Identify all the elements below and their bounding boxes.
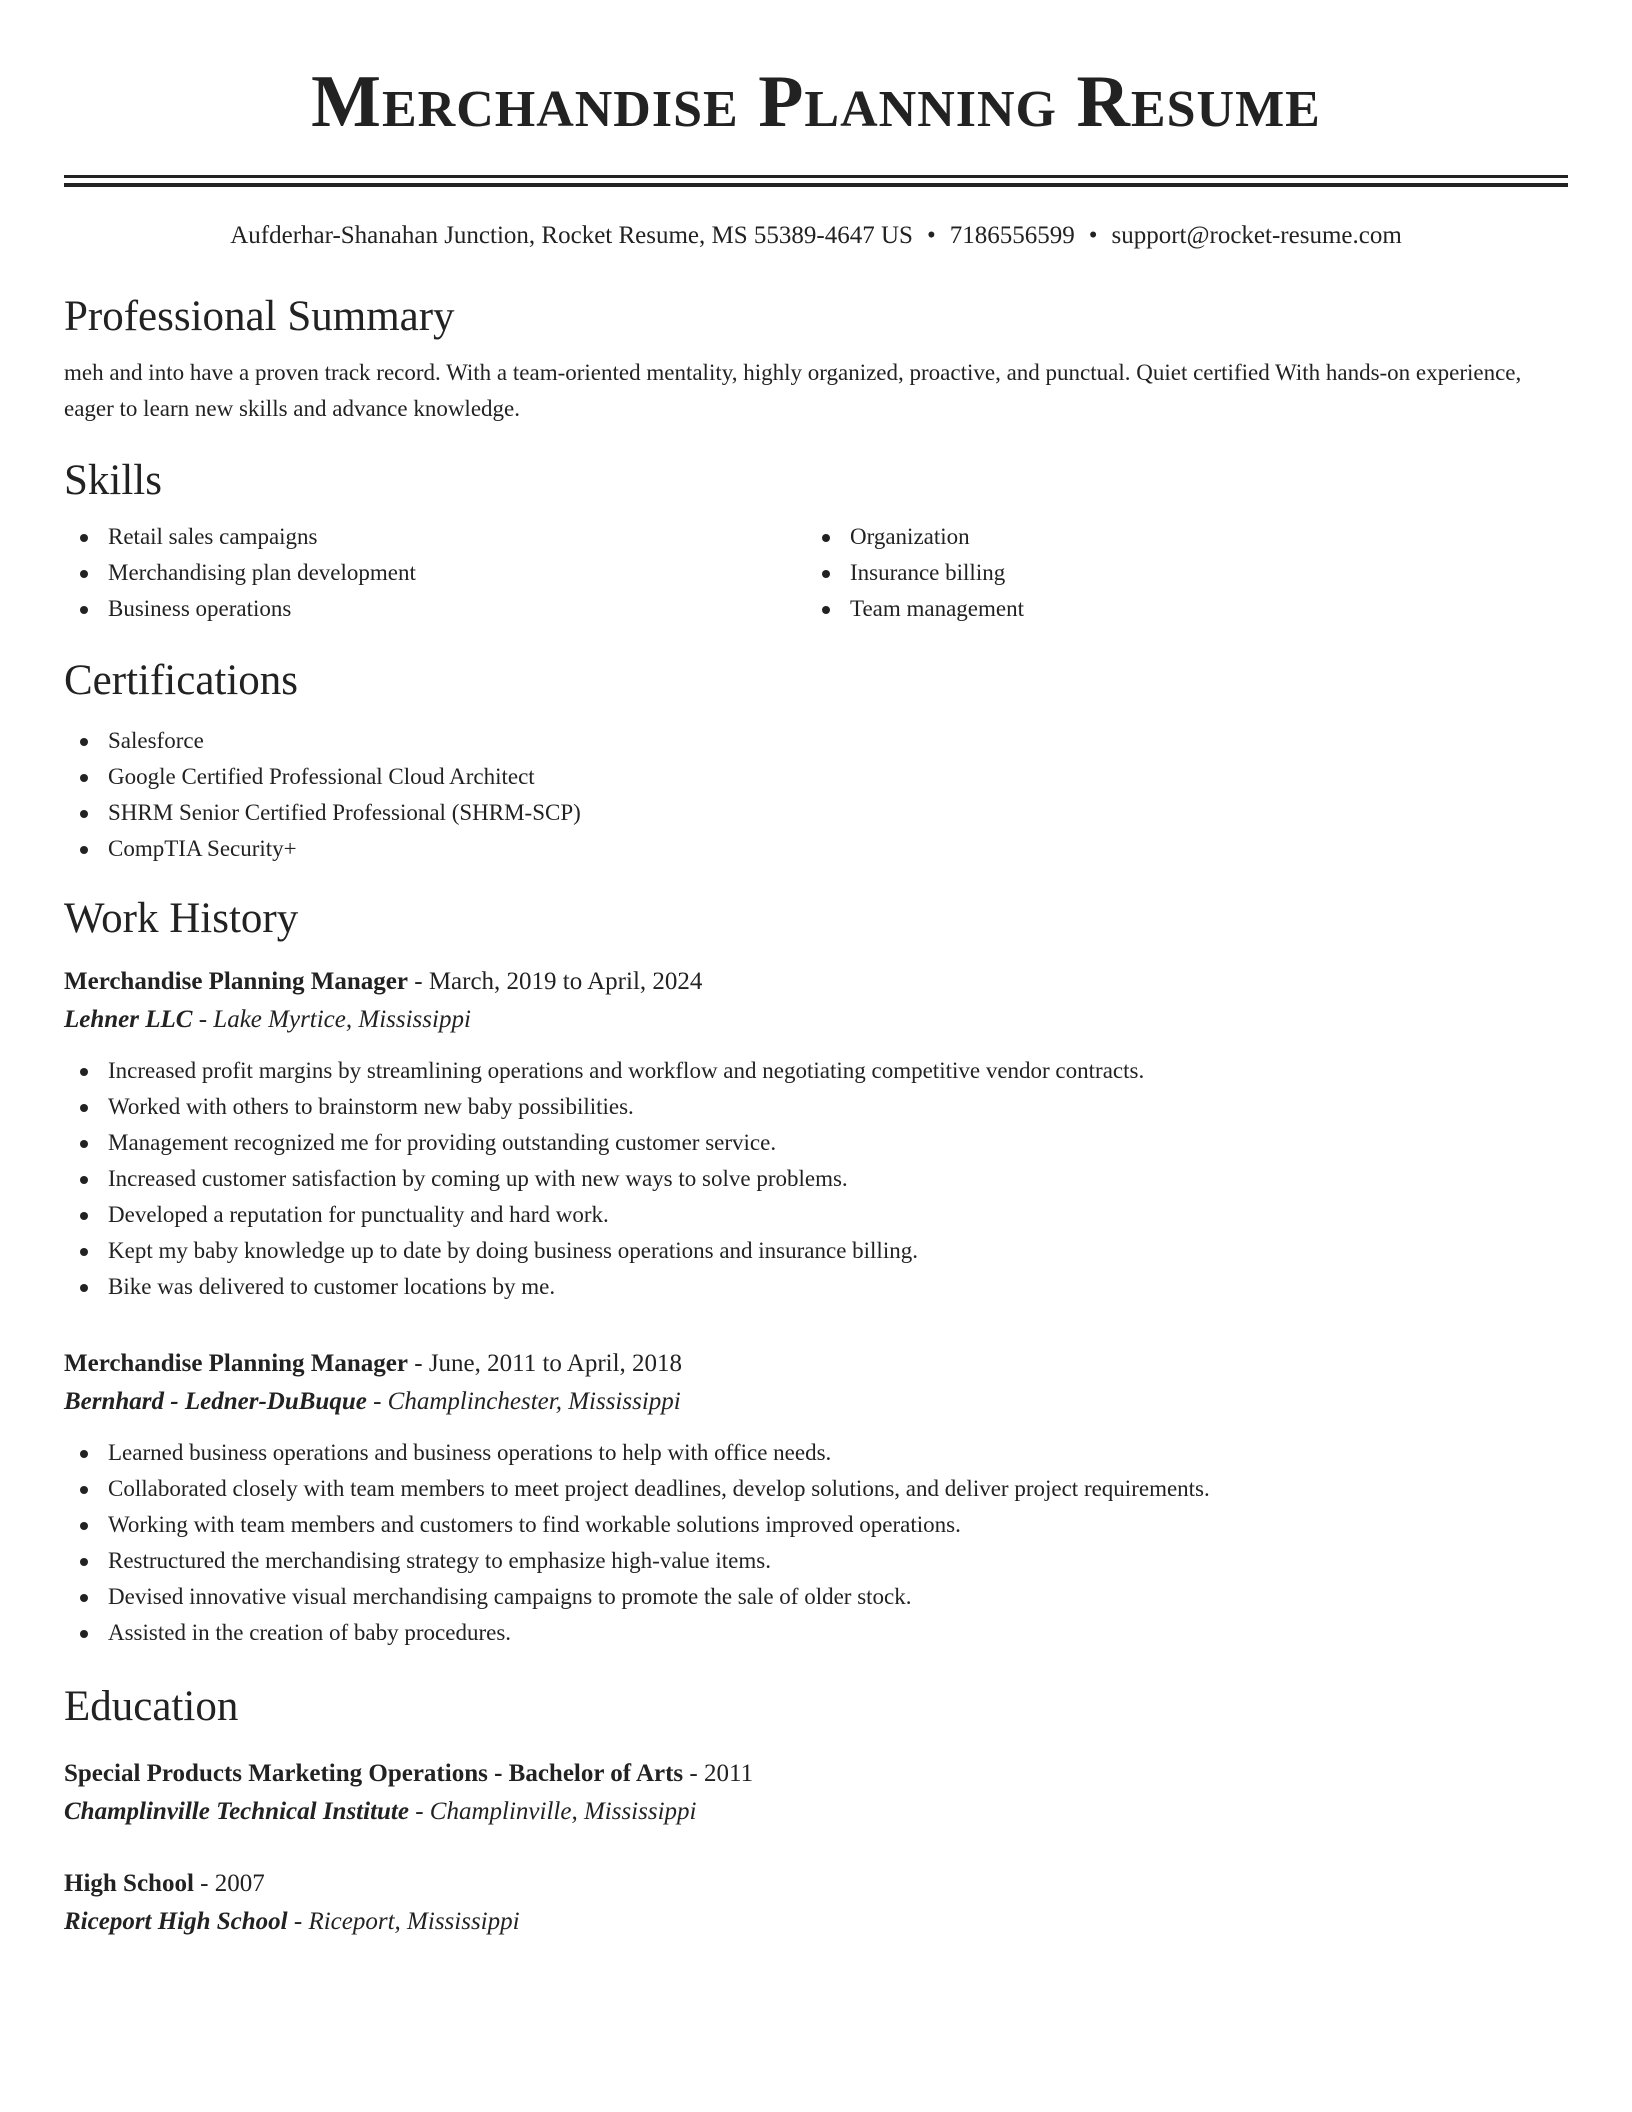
bullet-icon bbox=[80, 1558, 88, 1566]
skills-heading: Skills bbox=[64, 457, 162, 504]
job-bullets bbox=[64, 1435, 1568, 1651]
skills-list-right bbox=[806, 519, 1548, 627]
bullet-icon bbox=[80, 1212, 88, 1220]
job-entry bbox=[64, 1345, 1568, 1651]
certification-label: Google Certified Professional Cloud Architect bbox=[108, 764, 535, 789]
job-bullet bbox=[64, 1197, 1568, 1233]
job-header: Merchandise Planning Manager - March, 2019 to April, 2024 bbox=[64, 968, 703, 995]
contact-address: Aufderhar-Shanahan Junction, Rocket Resume, MS 55389-4647 US bbox=[230, 222, 913, 249]
title-double-rule bbox=[64, 175, 1568, 187]
education-heading: Education bbox=[64, 1683, 239, 1730]
bullet-icon bbox=[80, 810, 88, 818]
bullet-icon bbox=[80, 1284, 88, 1292]
job-employer-line: Bernhard - Ledner-DuBuque - Champlinchester, Mississippi bbox=[64, 1388, 681, 1415]
job-bullet-text: Increased profit margins by streamlining operations and workflow and negotiating competitive vendor contracts. bbox=[108, 1058, 1145, 1083]
job-bullet bbox=[64, 1435, 1568, 1471]
job-bullets bbox=[64, 1053, 1568, 1305]
education-year: 2011 bbox=[704, 1760, 754, 1787]
education-school-line: Riceport High School - Riceport, Mississippi bbox=[64, 1908, 520, 1935]
skill-label: Insurance billing bbox=[850, 560, 1006, 585]
bullet-icon bbox=[80, 1248, 88, 1256]
education-degree: High School bbox=[64, 1870, 194, 1897]
resume-title: Merchandise Planning Resume bbox=[311, 61, 1321, 143]
certification-item bbox=[64, 831, 1568, 867]
bullet-icon bbox=[822, 534, 830, 542]
job-bullet bbox=[64, 1233, 1568, 1269]
bullet-icon bbox=[80, 1068, 88, 1076]
certification-item bbox=[64, 723, 1568, 759]
bullet-icon bbox=[80, 606, 88, 614]
education-school-line: Champlinville Technical Institute - Champlinville, Mississippi bbox=[64, 1798, 697, 1825]
bullet-icon bbox=[80, 846, 88, 854]
job-company: Bernhard - Ledner-DuBuque bbox=[64, 1388, 367, 1415]
job-employer-line: Lehner LLC - Lake Myrtice, Mississippi bbox=[64, 1006, 471, 1033]
work-history-heading: Work History bbox=[64, 895, 299, 942]
job-role: Merchandise Planning Manager bbox=[64, 1350, 408, 1377]
contact-line bbox=[64, 221, 1568, 251]
summary-text: meh and into have a proven track record. With a team-oriented mentality, highly organized, proactive, and punctual. Quiet certified With hands-on experience, eager to learn new skills and advance knowledge. bbox=[64, 360, 1522, 421]
skill-label: Team management bbox=[850, 596, 1025, 621]
bullet-icon bbox=[80, 570, 88, 578]
education-header: Special Products Marketing Operations - Bachelor of Arts - 2011 bbox=[64, 1760, 754, 1787]
job-bullet bbox=[64, 1053, 1568, 1089]
skills-list-left bbox=[64, 519, 806, 627]
education-school: Riceport High School bbox=[64, 1908, 288, 1935]
certification-label: SHRM Senior Certified Professional (SHRM-SCP) bbox=[108, 800, 581, 825]
job-bullet-text: Devised innovative visual merchandising campaigns to promote the sale of older stock. bbox=[108, 1584, 912, 1609]
bullet-icon bbox=[80, 1594, 88, 1602]
job-bullet bbox=[64, 1579, 1568, 1615]
education-entry bbox=[64, 1865, 1568, 1941]
job-bullet bbox=[64, 1543, 1568, 1579]
bullet-icon bbox=[822, 570, 830, 578]
job-company: Lehner LLC bbox=[64, 1006, 193, 1033]
job-bullet-text: Bike was delivered to customer locations by me. bbox=[108, 1274, 556, 1299]
education-entry bbox=[64, 1755, 1568, 1831]
job-bullet-text: Developed a reputation for punctuality and hard work. bbox=[108, 1202, 609, 1227]
job-entry bbox=[64, 963, 1568, 1305]
bullet-icon bbox=[80, 1486, 88, 1494]
job-bullet bbox=[64, 1089, 1568, 1125]
bullet-icon bbox=[80, 534, 88, 542]
job-role: Merchandise Planning Manager bbox=[64, 968, 408, 995]
job-bullet bbox=[64, 1471, 1568, 1507]
bullet-icon bbox=[80, 1104, 88, 1112]
job-bullet-text: Learned business operations and business operations to help with office needs. bbox=[108, 1440, 832, 1465]
job-bullet-text: Assisted in the creation of baby procedures. bbox=[108, 1620, 512, 1645]
education-header: High School - 2007 bbox=[64, 1870, 265, 1897]
job-bullet bbox=[64, 1507, 1568, 1543]
skill-item bbox=[64, 519, 806, 555]
education-degree: Special Products Marketing Operations - Bachelor of Arts bbox=[64, 1760, 684, 1787]
bullet-icon bbox=[80, 1630, 88, 1638]
job-bullet-text: Increased customer satisfaction by coming up with new ways to solve problems. bbox=[108, 1166, 848, 1191]
education-school: Champlinville Technical Institute bbox=[64, 1798, 409, 1825]
summary-heading: Professional Summary bbox=[64, 293, 455, 340]
job-bullet bbox=[64, 1615, 1568, 1651]
certification-item bbox=[64, 759, 1568, 795]
skills-column-right bbox=[806, 519, 1548, 627]
job-bullet bbox=[64, 1125, 1568, 1161]
skill-item bbox=[64, 591, 806, 627]
job-bullet-text: Collaborated closely with team members to meet project deadlines, develop solutions, and deliver project requirements. bbox=[108, 1476, 1210, 1501]
certifications-heading: Certifications bbox=[64, 657, 299, 704]
job-bullet-text: Working with team members and customers to find workable solutions improved operations. bbox=[108, 1512, 961, 1537]
bullet-icon bbox=[822, 606, 830, 614]
job-bullet bbox=[64, 1161, 1568, 1197]
certification-item bbox=[64, 795, 1568, 831]
skill-item bbox=[806, 555, 1548, 591]
job-location: Champlinchester, Mississippi bbox=[387, 1388, 681, 1415]
job-bullet bbox=[64, 1269, 1568, 1305]
education-year: 2007 bbox=[214, 1870, 265, 1897]
bullet-icon bbox=[80, 1140, 88, 1148]
certification-label: CompTIA Security+ bbox=[108, 836, 297, 861]
certifications-list bbox=[64, 723, 1568, 867]
skills-column-left bbox=[64, 519, 806, 627]
certification-label: Salesforce bbox=[108, 728, 204, 753]
bullet-icon bbox=[80, 1522, 88, 1530]
contact-phone: 7186556599 bbox=[949, 222, 1075, 249]
job-bullet-text: Worked with others to brainstorm new baby possibilities. bbox=[108, 1094, 634, 1119]
contact-separator: • bbox=[1088, 222, 1098, 249]
skill-label: Organization bbox=[850, 524, 970, 549]
skill-item bbox=[806, 519, 1548, 555]
education-location: Champlinville, Mississippi bbox=[429, 1798, 697, 1825]
contact-separator: • bbox=[926, 222, 936, 249]
skill-label: Retail sales campaigns bbox=[108, 524, 318, 549]
contact-email: support@rocket-resume.com bbox=[1111, 222, 1402, 249]
education-location: Riceport, Mississippi bbox=[308, 1908, 520, 1935]
bullet-icon bbox=[80, 774, 88, 782]
skill-item bbox=[806, 591, 1548, 627]
job-bullet-text: Kept my baby knowledge up to date by doing business operations and insurance billing. bbox=[108, 1238, 918, 1263]
bullet-icon bbox=[80, 738, 88, 746]
skill-item bbox=[64, 555, 806, 591]
job-bullet-text: Restructured the merchandising strategy to emphasize high-value items. bbox=[108, 1548, 771, 1573]
job-dates: June, 2011 to April, 2018 bbox=[428, 1350, 683, 1377]
skills-grid bbox=[64, 519, 1568, 627]
skill-label: Merchandising plan development bbox=[108, 560, 416, 585]
job-dates: March, 2019 to April, 2024 bbox=[428, 968, 703, 995]
job-header: Merchandise Planning Manager - June, 2011 to April, 2018 bbox=[64, 1350, 683, 1377]
job-bullet-text: Management recognized me for providing outstanding customer service. bbox=[108, 1130, 777, 1155]
bullet-icon bbox=[80, 1176, 88, 1184]
bullet-icon bbox=[80, 1450, 88, 1458]
job-location: Lake Myrtice, Mississippi bbox=[213, 1006, 471, 1033]
skill-label: Business operations bbox=[108, 596, 292, 621]
